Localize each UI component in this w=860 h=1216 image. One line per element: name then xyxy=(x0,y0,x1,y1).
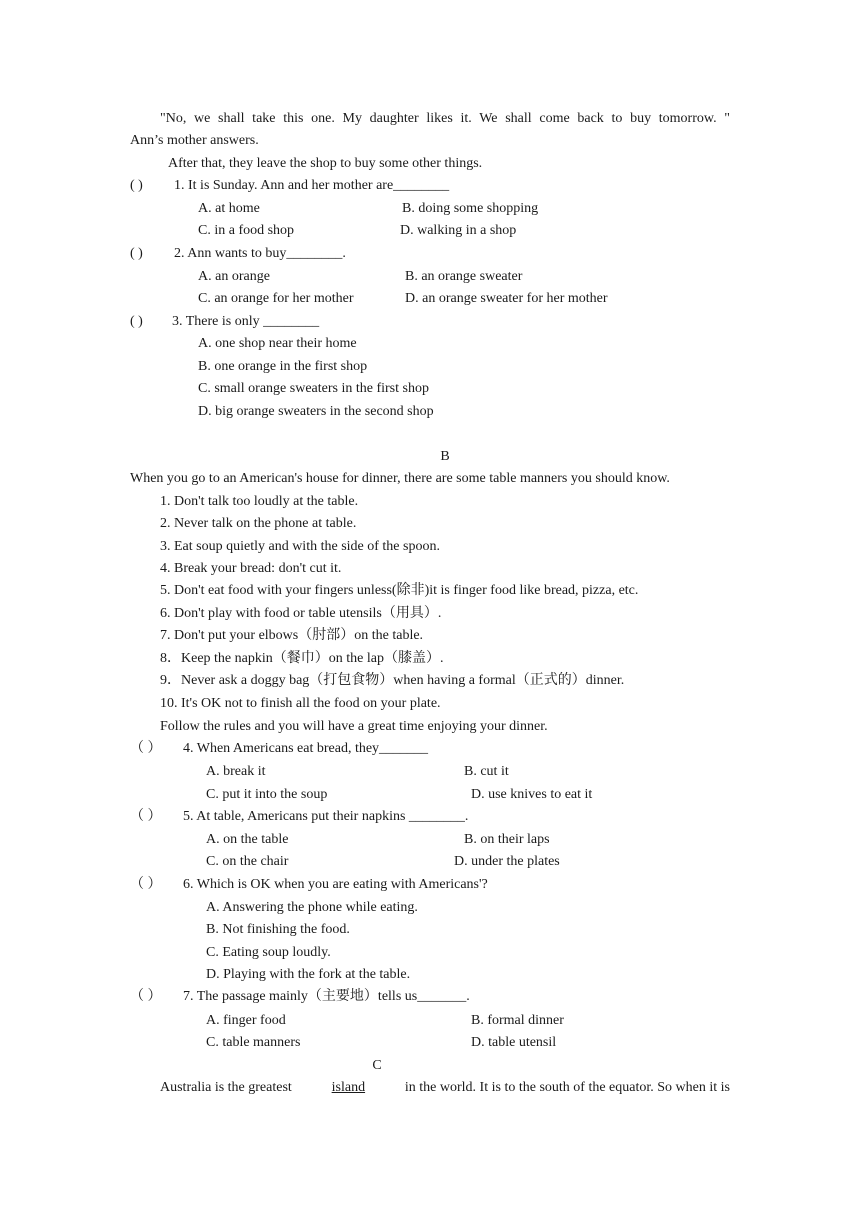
section-b-intro: When you go to an American's house for dinner, there are some table manners you should know. xyxy=(130,471,670,486)
option: B. cut it xyxy=(464,764,509,779)
question-stem: 4. When Americans eat bread, they_______ xyxy=(183,741,429,756)
option: D. use knives to eat it xyxy=(471,787,593,802)
option: C. small orange sweaters in the first shop xyxy=(198,381,429,396)
option: A. finger food xyxy=(206,1013,286,1028)
answer-bracket: （ ） xyxy=(130,741,162,756)
answer-bracket: （ ） xyxy=(130,809,162,824)
option: D. big orange sweaters in the second shop xyxy=(198,404,434,419)
option: B. one orange in the first shop xyxy=(198,359,368,374)
option: A. an orange xyxy=(198,269,270,284)
question-stem: 1. It is Sunday. Ann and her mother are________ xyxy=(174,178,450,193)
option: C. put it into the soup xyxy=(206,787,328,802)
rule-item: 5. Don't eat food with your fingers unless(除非)it is finger food like bread, pizza, etc. xyxy=(160,583,639,598)
option: A. one shop near their home xyxy=(198,336,357,351)
answer-bracket: ( ) xyxy=(130,178,143,193)
rule-item: 2. Never talk on the phone at table. xyxy=(160,516,357,531)
answer-bracket: （ ） xyxy=(130,989,162,1004)
option: C. in a food shop xyxy=(198,223,295,238)
option: B. doing some shopping xyxy=(402,201,539,216)
dialog-line-1: "No, we shall take this one. My daughter likes it. We shall come back to buy tomorrow. " xyxy=(160,111,730,126)
option: B. Not finishing the food. xyxy=(206,922,350,937)
section-c-text-after: in the world. It is to the south of the equator. So when it is xyxy=(404,1080,730,1095)
question-stem: 3. There is only ________ xyxy=(172,314,320,329)
option: A. at home xyxy=(198,201,260,216)
option: C. an orange for her mother xyxy=(198,291,354,306)
option: C. on the chair xyxy=(206,854,289,869)
option: C. Eating soup loudly. xyxy=(206,945,331,960)
option: B. an orange sweater xyxy=(405,269,523,284)
option: D. table utensil xyxy=(471,1035,557,1050)
option: D. under the plates xyxy=(454,854,560,869)
option: A. Answering the phone while eating. xyxy=(206,900,418,915)
section-c-underlined-word: island xyxy=(331,1080,366,1095)
option: A. break it xyxy=(206,764,266,779)
section-heading-b: B xyxy=(440,449,450,464)
answer-bracket: ( ) xyxy=(130,246,143,261)
rule-item: 7. Don't put your elbows（肘部）on the table. xyxy=(160,628,424,643)
rule-item: 10. It's OK not to finish all the food on your plate. xyxy=(160,696,441,711)
dialog-line-2: Ann’s mother answers. xyxy=(130,133,259,148)
question-stem: 7. The passage mainly（主要地）tells us_______. xyxy=(183,989,470,1004)
section-c-first-line xyxy=(160,1079,730,1097)
option: B. formal dinner xyxy=(471,1013,564,1028)
question-stem: 6. Which is OK when you are eating with Americans'? xyxy=(183,877,488,892)
option: C. table manners xyxy=(206,1035,301,1050)
option: B. on their laps xyxy=(464,832,550,847)
rule-item: 3. Eat soup quietly and with the side of the spoon. xyxy=(160,539,440,554)
rule-item: 8．Keep the napkin（餐巾）on the lap（膝盖）. xyxy=(160,651,444,666)
answer-bracket: （ ） xyxy=(130,877,162,892)
option: D. Playing with the fork at the table. xyxy=(206,967,411,982)
question-stem: 2. Ann wants to buy________. xyxy=(174,246,346,261)
option: A. on the table xyxy=(206,832,289,847)
rule-item: 1. Don't talk too loudly at the table. xyxy=(160,494,359,509)
section-heading-c: C xyxy=(372,1058,382,1073)
question-stem: 5. At table, Americans put their napkins ________. xyxy=(183,809,469,824)
rule-item: 6. Don't play with food or table utensils（用具）. xyxy=(160,606,442,621)
after-that-line: After that, they leave the shop to buy some other things. xyxy=(168,156,483,171)
rule-item: 4. Break your bread: don't cut it. xyxy=(160,561,342,576)
rule-item: 9．Never ask a doggy bag（打包食物）when having a formal（正式的）dinner. xyxy=(160,673,625,688)
section-c-text-before: Australia is the greatest xyxy=(160,1080,292,1095)
answer-bracket: ( ) xyxy=(130,314,143,329)
option: D. an orange sweater for her mother xyxy=(405,291,608,306)
option: D. walking in a shop xyxy=(400,223,517,238)
section-b-closing: Follow the rules and you will have a great time enjoying your dinner. xyxy=(160,719,548,734)
